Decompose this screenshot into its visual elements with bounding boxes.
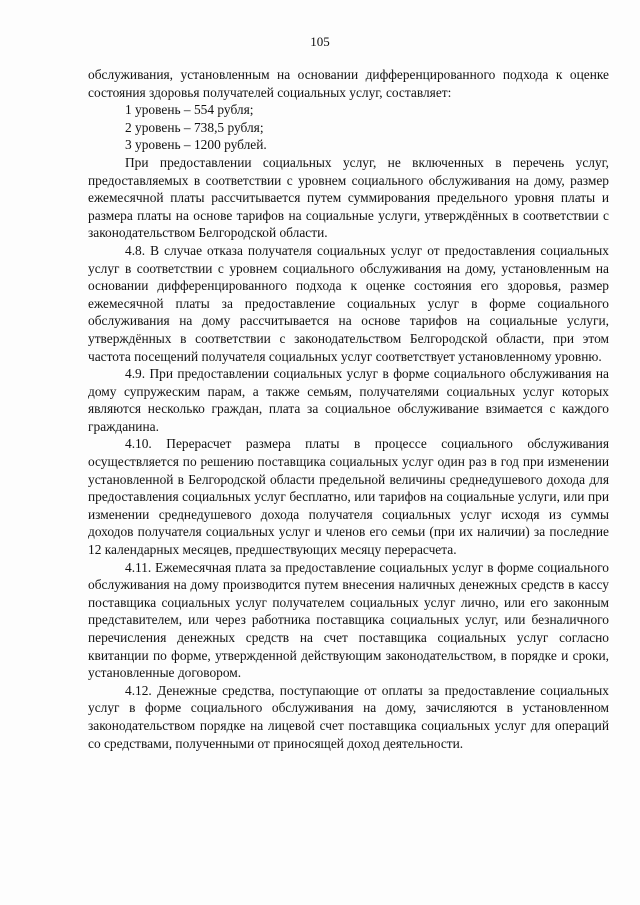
paragraph-4-11: 4.11. Ежемесячная плата за предоставление социальных услуг в форме социального обслуживания на дому производится путем внесения наличных денежных средств в кассу поставщика социальных услуг получателем социальных услуг лично, или его законным представителем, или через работника поставщика социальных услуг, или безналичного перечисления денежных средств на счет поставщика социальных услуг согласно квитанции по форме, утвержденной действующим законодательством, в порядке и сроки, установленные договором.	[88, 559, 609, 681]
paragraph-4-12: 4.12. Денежные средства, поступающие от оплаты за предоставление социальных услуг в форме социального обслуживания на дому, зачисляются в установленном законодательством порядке на лицевой счет поставщика социальных услуг для операций со средствами, полученными от приносящей доход деятельности.	[88, 682, 609, 751]
list-item-level-1: 1 уровень – 554 рубля;	[125, 102, 254, 118]
list-item-level-3: 3 уровень – 1200 рублей.	[125, 137, 267, 153]
paragraph-additional-services: При предоставлении социальных услуг, не включенных в перечень услуг, предоставляемых в соответствии с уровнем социального обслуживания на дому, размер ежемесячной платы рассчитывается путем суммирования предельного уровня платы и размера платы на основе тарифов на социальные услуги, утверждённых в соответствии с законодательством Белгородской области.	[88, 154, 609, 241]
paragraph-4-10: 4.10. Перерасчет размера платы в процессе социального обслуживания осуществляется по решению поставщика социальных услуг один раз в год при изменении установленной в Белгородской области предельной величины среднедушевого дохода для предоставления социальных услуг бесплатно, или тарифов на социальные услуги, или при изменении среднедушевого дохода получателя социальных услуг исходя из суммы доходов получателя социальных услуг и членов его семьи (при их наличии) за последние 12 календарных месяцев, предшествующих месяцу перерасчета.	[88, 436, 609, 558]
list-item-level-2: 2 уровень – 738,5 рубля;	[125, 119, 264, 135]
document-body	[88, 66, 609, 752]
paragraph-continuation: обслуживания, установленным на основании дифференцированного подхода к оценке состояния здоровья получателей социальных услуг, составляет:	[88, 67, 609, 100]
paragraph-4-9: 4.9. При предоставлении социальных услуг в форме социального обслуживания на дому супружеским парам, а также семьям, получателями социальных услуг которых являются несколько граждан, плата за социальное обслуживание взимается с каждого гражданина.	[88, 366, 609, 434]
page-number: 105	[310, 34, 330, 49]
paragraph-4-8: 4.8. В случае отказа получателя социальных услуг от предоставления социальных услуг в соответствии с уровнем социального обслуживания на дому, установленным на основании дифференцированного подхода к оценке состояния его здоровья, размер ежемесячной платы за предоставление социальных услуг в форме социального обслуживания на дому рассчитывается на основе тарифов на социальные услуги, утверждённых в соответствии с законодательством Белгородской области, при этом частота посещений получателя социальных услуг соответствует установленному уровню.	[88, 242, 609, 364]
